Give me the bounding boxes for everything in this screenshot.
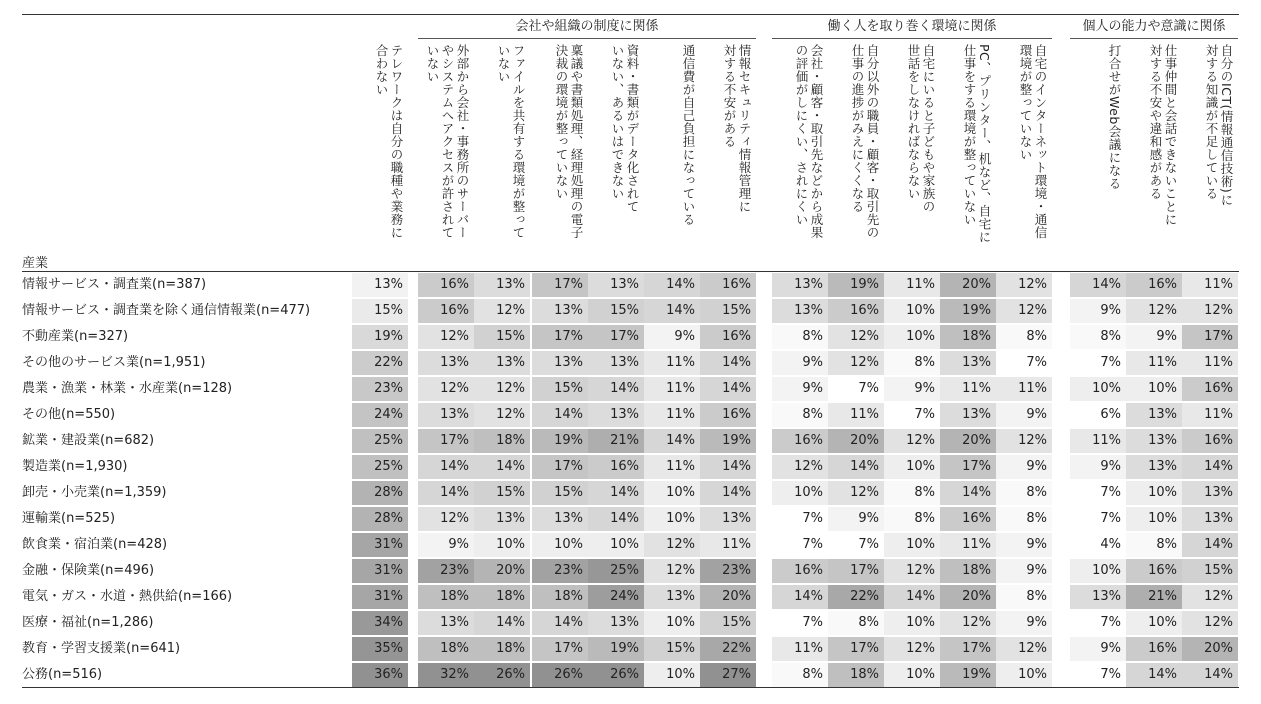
heatmap-cell: 11% — [772, 637, 828, 661]
heatmap-cell: 20% — [474, 559, 530, 583]
row-header-label: 産業 — [22, 256, 49, 271]
heatmap-cell: 9% — [884, 377, 940, 401]
column-header: 稟議や書類処理、経理処理の電子 決裁の環境が整っていない — [554, 44, 584, 239]
heatmap-cell: 14% — [418, 455, 474, 479]
heatmap-cell: 31% — [352, 533, 408, 557]
column-header: 通信費が自己負担になっている — [681, 44, 696, 226]
heatmap-cell: 17% — [828, 637, 884, 661]
heatmap-cell: 10% — [884, 663, 940, 687]
heatmap-cell: 13% — [588, 611, 644, 635]
heatmap-cell: 18% — [474, 585, 530, 609]
heatmap-cell: 8% — [996, 585, 1052, 609]
heatmap-cell: 13% — [418, 403, 474, 427]
heatmap-cell: 12% — [828, 481, 884, 505]
group-underline — [1070, 38, 1238, 39]
heatmap-cell: 26% — [588, 663, 644, 687]
heatmap-cell: 8% — [1126, 533, 1182, 557]
heatmap-cell: 17% — [532, 455, 588, 479]
heatmap-cell: 7% — [1070, 481, 1126, 505]
heatmap-cell: 13% — [352, 273, 408, 297]
heatmap-cell: 13% — [588, 351, 644, 375]
heatmap-cell: 16% — [940, 507, 996, 531]
heatmap-cell: 13% — [940, 403, 996, 427]
heatmap-cell: 14% — [700, 455, 756, 479]
heatmap-cell: 12% — [996, 299, 1052, 323]
heatmap-cell: 7% — [996, 351, 1052, 375]
heatmap-cell: 8% — [996, 481, 1052, 505]
heatmap-cell: 12% — [474, 403, 530, 427]
heatmap-cell: 13% — [1070, 585, 1126, 609]
heatmap-cell: 9% — [418, 533, 474, 557]
heatmap-cell: 14% — [532, 403, 588, 427]
heatmap-cell: 11% — [1126, 351, 1182, 375]
heatmap-cell: 15% — [474, 325, 530, 349]
heatmap-cell: 9% — [996, 455, 1052, 479]
heatmap-cell: 17% — [532, 637, 588, 661]
heatmap-cell: 12% — [828, 325, 884, 349]
heatmap-cell: 24% — [588, 585, 644, 609]
heatmap-cell: 15% — [532, 481, 588, 505]
heatmap-cell: 17% — [532, 273, 588, 297]
heatmap-cell: 13% — [772, 299, 828, 323]
heatmap-cell: 13% — [532, 507, 588, 531]
heatmap-cell: 19% — [828, 273, 884, 297]
heatmap-cell: 8% — [828, 611, 884, 635]
heatmap-cell: 8% — [772, 663, 828, 687]
heatmap-cell: 11% — [644, 403, 700, 427]
heatmap-cell: 32% — [418, 663, 474, 687]
column-header: テレワークは自分の職種や業務に 合わない — [374, 44, 404, 239]
heatmap-cell: 8% — [772, 403, 828, 427]
heatmap-cell: 14% — [532, 611, 588, 635]
heatmap-cell: 10% — [532, 533, 588, 557]
heatmap-cell: 8% — [996, 325, 1052, 349]
heatmap-cell: 12% — [884, 559, 940, 583]
heatmap-cell: 16% — [772, 429, 828, 453]
heatmap-cell: 20% — [1182, 637, 1238, 661]
heatmap-cell: 11% — [1182, 351, 1238, 375]
heatmap-cell: 19% — [940, 663, 996, 687]
heatmap-cell: 10% — [884, 299, 940, 323]
heatmap-cell: 7% — [772, 507, 828, 531]
heatmap-cell: 19% — [700, 429, 756, 453]
bottom-rule — [22, 687, 1239, 688]
heatmap-cell: 17% — [418, 429, 474, 453]
row-label: 医療・福祉(n=1,286) — [22, 615, 154, 630]
heatmap-cell: 17% — [940, 637, 996, 661]
heatmap-cell: 12% — [828, 351, 884, 375]
heatmap-cell: 10% — [1126, 611, 1182, 635]
heatmap-cell: 14% — [644, 273, 700, 297]
heatmap-cell: 7% — [828, 377, 884, 401]
heatmap-cell: 7% — [1070, 663, 1126, 687]
heatmap-cell: 13% — [532, 351, 588, 375]
heatmap-cell: 16% — [828, 299, 884, 323]
heatmap-cell: 22% — [828, 585, 884, 609]
heatmap-cell: 7% — [828, 533, 884, 557]
column-header: 外部から会社・事務所のサーバー やシステムへアクセスが許されて いない — [425, 44, 470, 239]
heatmap-cell: 12% — [996, 273, 1052, 297]
heatmap-cell: 31% — [352, 585, 408, 609]
heatmap-cell: 12% — [1182, 585, 1238, 609]
heatmap-cell: 16% — [1182, 429, 1238, 453]
header-rule — [22, 271, 1239, 272]
heatmap-cell: 12% — [474, 377, 530, 401]
heatmap-cell: 14% — [1126, 663, 1182, 687]
heatmap-cell: 17% — [940, 455, 996, 479]
column-header: 自宅のインターネット環境・通信 環境が整っていない — [1018, 44, 1048, 239]
row-label: その他のサービス業(n=1,951) — [22, 355, 206, 370]
heatmap-cell: 18% — [828, 663, 884, 687]
heatmap-cell: 18% — [418, 585, 474, 609]
heatmap-cell: 11% — [644, 351, 700, 375]
row-label: 情報サービス・調査業(n=387) — [22, 277, 207, 292]
heatmap-cell: 15% — [700, 299, 756, 323]
heatmap-cell: 16% — [1126, 637, 1182, 661]
heatmap-cell: 20% — [940, 585, 996, 609]
heatmap-cell: 11% — [996, 377, 1052, 401]
heatmap-cell: 13% — [474, 273, 530, 297]
row-label: 卸売・小売業(n=1,359) — [22, 485, 167, 500]
row-label: 農業・漁業・林業・水産業(n=128) — [22, 381, 233, 396]
heatmap-cell: 13% — [1126, 429, 1182, 453]
heatmap-cell: 16% — [588, 455, 644, 479]
heatmap-cell: 13% — [1126, 455, 1182, 479]
heatmap-cell: 14% — [884, 585, 940, 609]
heatmap-cell: 14% — [588, 377, 644, 401]
column-header: 自宅にいると子どもや家族の 世話をしなければならない — [906, 44, 936, 213]
heatmap-cell: 16% — [700, 273, 756, 297]
heatmap-cell: 13% — [474, 351, 530, 375]
heatmap-cell: 19% — [940, 299, 996, 323]
heatmap-cell: 22% — [352, 351, 408, 375]
heatmap-cell: 10% — [1070, 559, 1126, 583]
heatmap-cell: 8% — [884, 507, 940, 531]
heatmap-cell: 13% — [1182, 507, 1238, 531]
heatmap-cell: 16% — [1126, 273, 1182, 297]
heatmap-cell: 9% — [996, 559, 1052, 583]
heatmap-cell: 9% — [996, 403, 1052, 427]
heatmap-cell: 23% — [418, 559, 474, 583]
heatmap-cell: 15% — [1182, 559, 1238, 583]
heatmap-cell: 10% — [884, 533, 940, 557]
heatmap-cell: 15% — [532, 377, 588, 401]
heatmap-cell: 11% — [884, 273, 940, 297]
heatmap-cell: 21% — [1126, 585, 1182, 609]
heatmap-cell: 16% — [700, 325, 756, 349]
group-underline — [418, 38, 756, 39]
heatmap-cell: 14% — [474, 455, 530, 479]
heatmap-cell: 10% — [644, 481, 700, 505]
heatmap-cell: 28% — [352, 507, 408, 531]
heatmap-cell: 12% — [418, 507, 474, 531]
heatmap-cell: 10% — [644, 507, 700, 531]
heatmap-cell: 11% — [940, 533, 996, 557]
heatmap-cell: 16% — [772, 559, 828, 583]
heatmap-cell: 20% — [700, 585, 756, 609]
heatmap-cell: 9% — [996, 611, 1052, 635]
heatmap-cell: 9% — [828, 507, 884, 531]
heatmap-cell: 13% — [418, 351, 474, 375]
heatmap-cell: 16% — [418, 273, 474, 297]
group-header: 個人の能力や意識に関係 — [1082, 19, 1226, 34]
heatmap-cell: 12% — [418, 377, 474, 401]
heatmap-cell: 8% — [1070, 325, 1126, 349]
row-label: 公務(n=516) — [22, 667, 103, 682]
heatmap-cell: 26% — [474, 663, 530, 687]
heatmap-cell: 23% — [700, 559, 756, 583]
heatmap-cell: 14% — [418, 481, 474, 505]
heatmap-cell: 14% — [1182, 455, 1238, 479]
heatmap-cell: 10% — [644, 663, 700, 687]
heatmap-cell: 18% — [532, 585, 588, 609]
heatmap-cell: 12% — [996, 429, 1052, 453]
heatmap-cell: 12% — [1126, 299, 1182, 323]
column-header: 打合せがWeb会議になる — [1107, 44, 1122, 190]
heatmap-cell: 22% — [700, 637, 756, 661]
heatmap-cell: 12% — [1182, 299, 1238, 323]
row-label: 教育・学習支援業(n=641) — [22, 641, 181, 656]
heatmap-cell: 10% — [884, 325, 940, 349]
heatmap-cell: 15% — [644, 637, 700, 661]
heatmap-cell: 7% — [1070, 507, 1126, 531]
row-label: その他(n=550) — [22, 407, 116, 422]
column-header: 仕事仲間と会話できないことに 対する不安や違和感がある — [1148, 44, 1178, 226]
heatmap-cell: 11% — [644, 455, 700, 479]
heatmap-cell: 14% — [644, 299, 700, 323]
heatmap-cell: 31% — [352, 559, 408, 583]
heatmap-cell: 10% — [996, 663, 1052, 687]
column-header: 会社・顧客・取引先などから成果 の評価がしにくい、されにくい — [794, 44, 824, 239]
heatmap-cell: 10% — [772, 481, 828, 505]
row-label: 情報サービス・調査業を除く通信情報業(n=477) — [22, 303, 311, 318]
heatmap-cell: 13% — [1126, 403, 1182, 427]
heatmap-cell: 13% — [1182, 481, 1238, 505]
column-header: 資料・書類がデータ化されて いない、あるいはできない — [610, 44, 640, 213]
heatmap-cell: 11% — [1070, 429, 1126, 453]
heatmap-cell: 15% — [700, 611, 756, 635]
heatmap-cell: 12% — [884, 429, 940, 453]
heatmap-cell: 14% — [700, 351, 756, 375]
heatmap-cell: 24% — [352, 403, 408, 427]
heatmap-cell: 15% — [474, 481, 530, 505]
heatmap-cell: 10% — [1126, 377, 1182, 401]
heatmap-cell: 10% — [1126, 481, 1182, 505]
heatmap-cell: 10% — [644, 611, 700, 635]
heatmap-cell: 11% — [1182, 273, 1238, 297]
column-header: 自分のICT(情報通信技術)に 対する知識が不足している — [1204, 44, 1234, 207]
heatmap-cell: 14% — [644, 429, 700, 453]
heatmap-cell: 18% — [940, 559, 996, 583]
heatmap-cell: 10% — [884, 455, 940, 479]
heatmap-cell: 10% — [1070, 377, 1126, 401]
heatmap-cell: 23% — [352, 377, 408, 401]
row-label: 電気・ガス・水道・熱供給(n=166) — [22, 589, 233, 604]
row-label: 不動産業(n=327) — [22, 329, 129, 344]
heatmap-cell: 12% — [996, 637, 1052, 661]
heatmap-cell: 19% — [588, 637, 644, 661]
heatmap-cell: 28% — [352, 481, 408, 505]
heatmap-cell: 9% — [772, 377, 828, 401]
heatmap-cell: 10% — [588, 533, 644, 557]
column-header: ファイルを共有する環境が整って いない — [496, 44, 526, 239]
heatmap-cell: 26% — [532, 663, 588, 687]
heatmap-cell: 13% — [772, 273, 828, 297]
heatmap-cell: 11% — [700, 533, 756, 557]
heatmap-cell: 36% — [352, 663, 408, 687]
column-header: 自分以外の職員・顧客・取引先の 仕事の進捗がみえにくくなる — [850, 44, 880, 239]
heatmap-cell: 8% — [884, 481, 940, 505]
heatmap-cell: 18% — [940, 325, 996, 349]
heatmap-cell: 10% — [1126, 507, 1182, 531]
heatmap-cell: 12% — [644, 533, 700, 557]
top-rule — [22, 14, 1239, 15]
heatmap-cell: 9% — [1070, 299, 1126, 323]
heatmap-cell: 17% — [588, 325, 644, 349]
heatmap-cell: 20% — [940, 429, 996, 453]
heatmap-cell: 16% — [418, 299, 474, 323]
heatmap-cell: 14% — [700, 377, 756, 401]
column-header: 情報セキュリティ情報管理に 対する不安がある — [722, 44, 752, 213]
heatmap-cell: 13% — [418, 611, 474, 635]
heatmap-cell: 14% — [474, 611, 530, 635]
heatmap-cell: 13% — [940, 351, 996, 375]
heatmap-cell: 9% — [1070, 455, 1126, 479]
heatmap-cell: 9% — [996, 533, 1052, 557]
heatmap-cell: 7% — [772, 611, 828, 635]
heatmap-cell: 14% — [772, 585, 828, 609]
heatmap-cell: 25% — [588, 559, 644, 583]
heatmap-cell: 18% — [474, 429, 530, 453]
heatmap-cell: 12% — [772, 455, 828, 479]
heatmap-cell: 9% — [644, 325, 700, 349]
heatmap-cell: 12% — [1182, 611, 1238, 635]
heatmap-cell: 9% — [1126, 325, 1182, 349]
heatmap-cell: 14% — [588, 481, 644, 505]
heatmap-cell: 27% — [700, 663, 756, 687]
group-underline — [772, 38, 1052, 39]
column-header: PC、プリンター、机など、自宅に 仕事をする環境が整っていない — [962, 44, 992, 244]
heatmap-cell: 16% — [1182, 377, 1238, 401]
row-label: 製造業(n=1,930) — [22, 459, 128, 474]
heatmap-cell: 15% — [352, 299, 408, 323]
heatmap-cell: 14% — [1070, 273, 1126, 297]
heatmap-cell: 25% — [352, 455, 408, 479]
heatmap-cell: 14% — [828, 455, 884, 479]
heatmap-cell: 7% — [1070, 351, 1126, 375]
heatmap-cell: 7% — [1070, 611, 1126, 635]
heatmap-cell: 8% — [884, 351, 940, 375]
heatmap-cell: 25% — [352, 429, 408, 453]
heatmap-cell: 7% — [772, 533, 828, 557]
heatmap-cell: 12% — [940, 611, 996, 635]
heatmap-cell: 7% — [884, 403, 940, 427]
heatmap-cell: 13% — [700, 507, 756, 531]
heatmap-cell: 6% — [1070, 403, 1126, 427]
heatmap-cell: 19% — [352, 325, 408, 349]
heatmap-cell: 12% — [474, 299, 530, 323]
heatmap-cell: 14% — [588, 507, 644, 531]
group-header: 会社や組織の制度に関係 — [515, 19, 659, 34]
row-label: 飲食業・宿泊業(n=428) — [22, 537, 168, 552]
heatmap-cell: 10% — [474, 533, 530, 557]
heatmap-cell: 15% — [588, 299, 644, 323]
row-label: 鉱業・建設業(n=682) — [22, 433, 155, 448]
heatmap-cell: 21% — [588, 429, 644, 453]
group-header: 働く人を取り巻く環境に関係 — [827, 19, 997, 34]
row-label: 運輸業(n=525) — [22, 511, 116, 526]
heatmap-cell: 14% — [700, 481, 756, 505]
heatmap-cell: 14% — [940, 481, 996, 505]
heatmap-cell: 16% — [700, 403, 756, 427]
heatmap-cell: 17% — [828, 559, 884, 583]
heatmap-cell: 12% — [884, 637, 940, 661]
heatmap-cell: 12% — [418, 325, 474, 349]
heatmap-cell: 19% — [532, 429, 588, 453]
heatmap-cell: 12% — [644, 559, 700, 583]
heatmap-cell: 18% — [474, 637, 530, 661]
heatmap-cell: 17% — [532, 325, 588, 349]
row-label: 金融・保険業(n=496) — [22, 563, 155, 578]
heatmap-cell: 17% — [1182, 325, 1238, 349]
heatmap-cell: 8% — [996, 507, 1052, 531]
heatmap-cell: 10% — [884, 611, 940, 635]
heatmap-cell: 8% — [772, 325, 828, 349]
heatmap-cell: 35% — [352, 637, 408, 661]
heatmap-cell: 13% — [588, 403, 644, 427]
heatmap-cell: 13% — [532, 299, 588, 323]
heatmap-cell: 14% — [1182, 663, 1238, 687]
heatmap-cell: 14% — [1182, 533, 1238, 557]
heatmap-cell: 11% — [1182, 403, 1238, 427]
heatmap-cell: 9% — [1070, 637, 1126, 661]
heatmap-cell: 11% — [940, 377, 996, 401]
heatmap-cell: 20% — [828, 429, 884, 453]
heatmap-cell: 11% — [828, 403, 884, 427]
heatmap-cell: 13% — [588, 273, 644, 297]
heatmap-cell: 34% — [352, 611, 408, 635]
heatmap-cell: 13% — [474, 507, 530, 531]
heatmap-cell: 20% — [940, 273, 996, 297]
heatmap-cell: 4% — [1070, 533, 1126, 557]
heatmap-cell: 23% — [532, 559, 588, 583]
heatmap-cell: 9% — [772, 351, 828, 375]
heatmap-cell: 13% — [644, 585, 700, 609]
heatmap-cell: 18% — [418, 637, 474, 661]
heatmap-cell: 11% — [644, 377, 700, 401]
heatmap-cell: 16% — [1126, 559, 1182, 583]
